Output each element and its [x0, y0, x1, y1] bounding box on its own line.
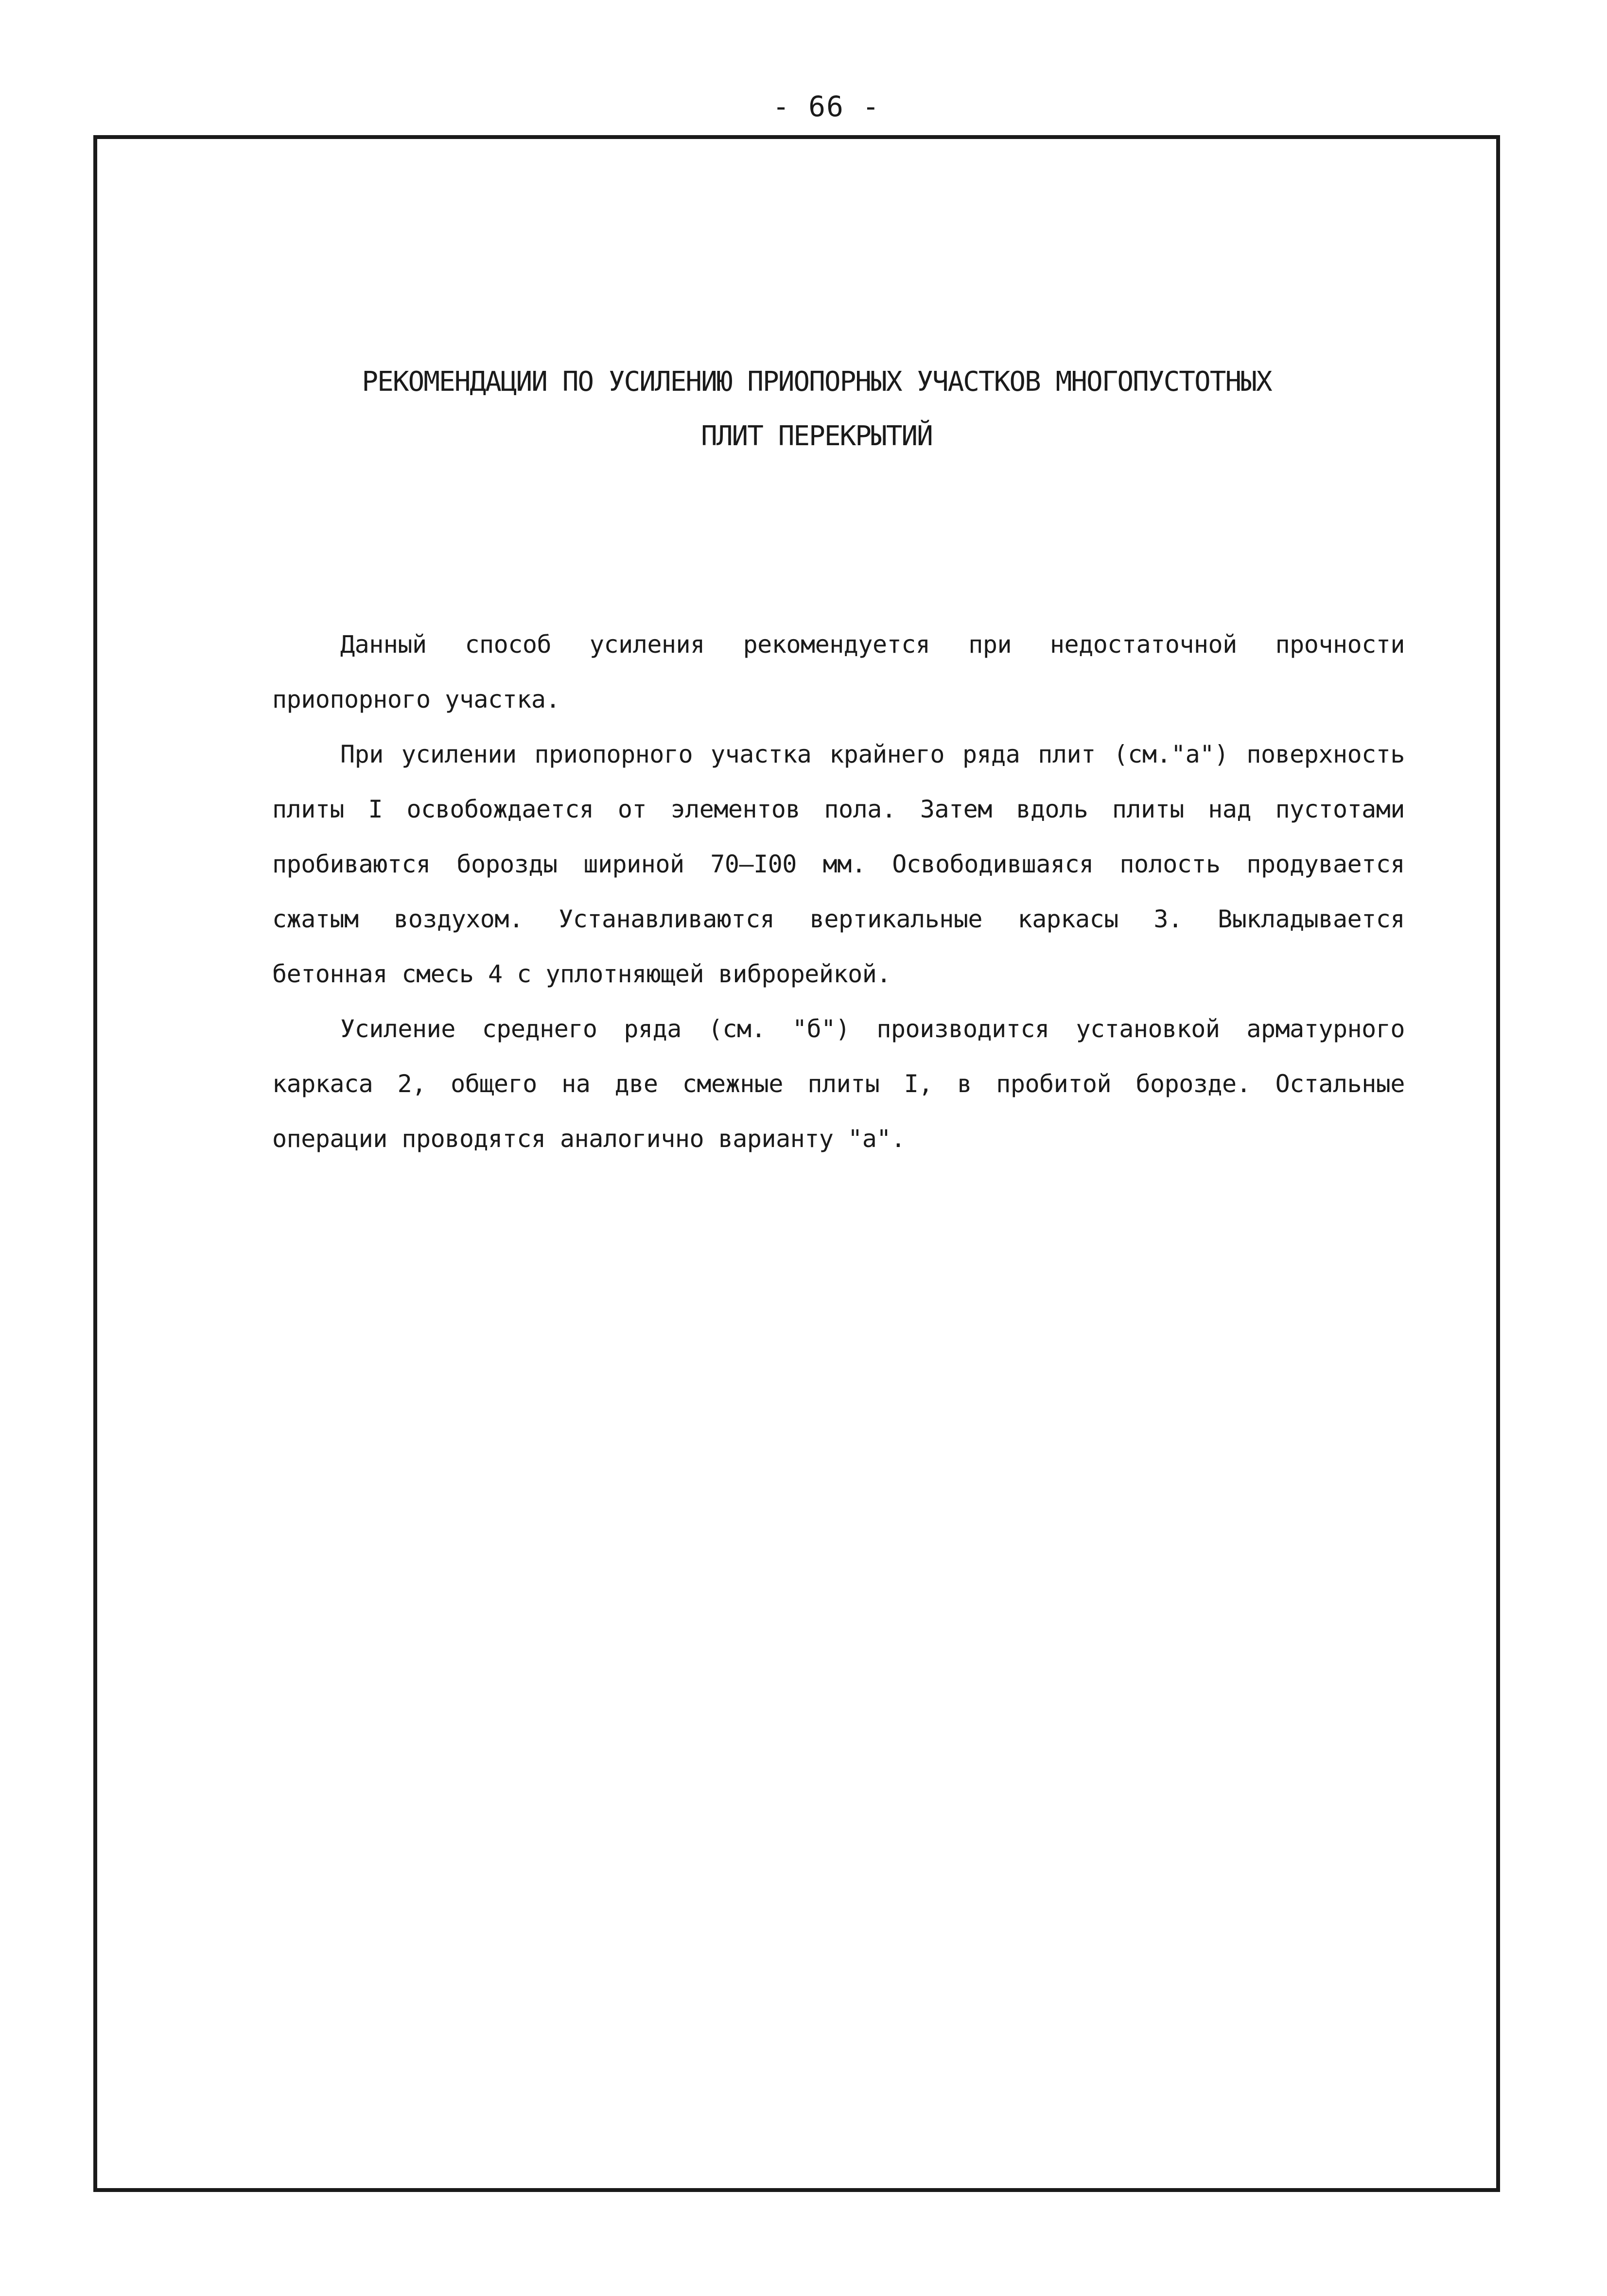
body-text [272, 617, 1405, 1166]
document-title [340, 355, 1293, 464]
paragraph-2: При усилении приопорного участка крайнего ряда плит (см."а") поверхность плиты I освобождается от элементов пола. Затем вдоль плиты над пустотами пробиваются борозды шириной 70–I00 мм. Освободившаяся полость продувается сжатым воздухом. Устанавливаются вертикальные каркасы 3. Выкладывается бетонная смесь 4 с уплотняющей виброрейкой. [272, 740, 1405, 988]
title-line-2: ПЛИТ ПЕРЕКРЫТИЙ [701, 420, 932, 452]
paragraph-3: Усиление среднего ряда (см. "б") производится установкой арматурного каркаса 2, общего на две смежные плиты I, в пробитой борозде. Остальные операции проводятся аналогично варианту "а". [272, 1015, 1405, 1153]
paragraph-1: Данный способ усиления рекомендуется при недостаточной прочности приопорного участка. [272, 630, 1405, 713]
page-number: - 66 - [772, 90, 880, 123]
title-line-1: РЕКОМЕНДАЦИИ ПО УСИЛЕНИЮ ПРИОПОРНЫХ УЧАСТКОВ МНОГОПУСТОТНЫХ [362, 366, 1272, 398]
